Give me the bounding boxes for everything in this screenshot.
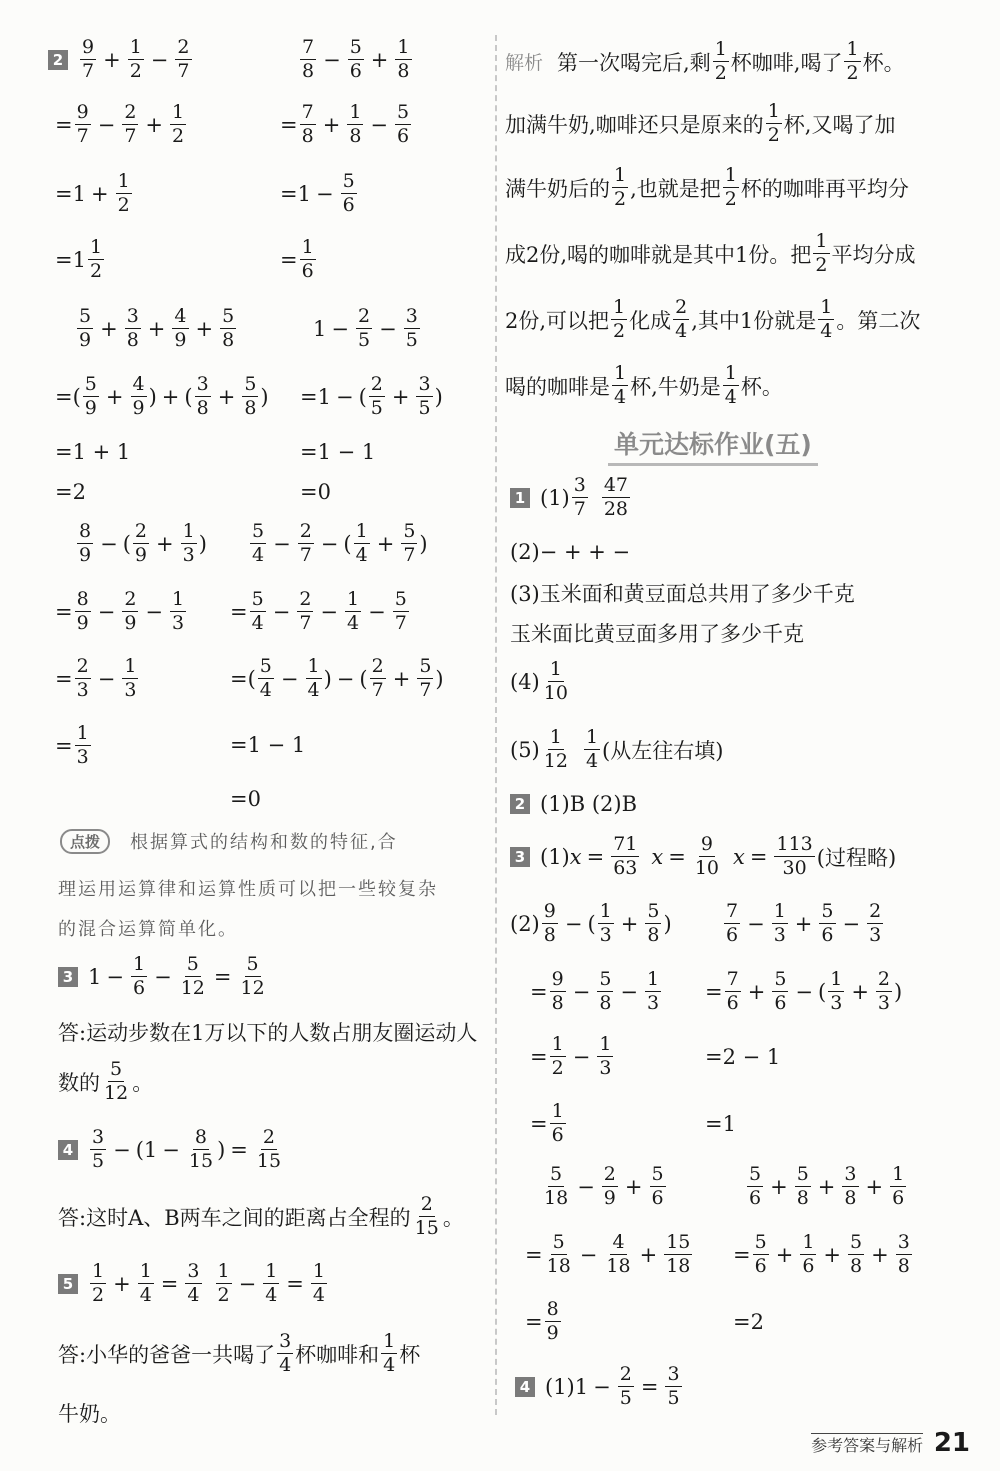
question-badge: 2 <box>510 794 530 814</box>
part-text: (过程略) <box>816 845 897 870</box>
part-text: (2)− + + − <box>510 540 631 564</box>
analysis-text: 。第二次 <box>836 308 921 333</box>
analysis-text: 杯。 <box>862 50 905 75</box>
tip-text: 的混合运算简单化。 <box>58 919 238 940</box>
question-badge: 5 <box>58 1274 78 1294</box>
part-text: 玉米面比黄豆面多用了多少千克 <box>510 622 804 646</box>
answer-text: 杯咖啡和 <box>295 1342 380 1367</box>
analysis-text: 杯的咖啡再平均分 <box>740 176 909 201</box>
analysis-text: ,也就是把 <box>630 176 721 201</box>
part-text: (1)B (2)B <box>540 792 638 816</box>
analysis-text: 杯。 <box>740 374 783 399</box>
analysis-text: 杯咖啡,喝了 <box>730 50 843 75</box>
page-footer <box>811 1428 970 1458</box>
analysis-text: 加满牛奶,咖啡还只是原来的 <box>505 112 764 137</box>
answer-text: 答:这时A、B两车之间的距离占全程的 <box>58 1205 411 1230</box>
analysis-label: 解析 <box>505 52 544 74</box>
part-text: (3)玉米面和黄豆面总共用了多少千克 <box>510 582 855 606</box>
column-divider <box>495 35 497 1415</box>
answer-text: 杯 <box>399 1342 421 1367</box>
question-badge: 1 <box>510 488 530 508</box>
answer-text: 牛奶。 <box>58 1402 121 1426</box>
analysis-text: 2份,可以把 <box>505 308 610 333</box>
question-badge: 3 <box>58 967 78 987</box>
analysis-text: 喝的咖啡是 <box>505 374 610 399</box>
answer-text: 数的 <box>58 1070 100 1095</box>
analysis-text: 满牛奶后的 <box>505 176 610 201</box>
part-label: (1) <box>540 844 570 869</box>
analysis-text: 平均分成 <box>831 242 916 267</box>
analysis-text: 杯,又喝了加 <box>783 112 896 137</box>
section-title: 单元达标作业(五) <box>608 425 818 466</box>
part-label: (1) <box>545 1374 575 1399</box>
footer-label: 参考答案与解析 <box>811 1433 923 1455</box>
analysis-text: 杯,牛奶是 <box>630 374 721 399</box>
tip-badge: 点拨 <box>60 829 110 854</box>
answer-text: 答:小华的爸爸一共喝了 <box>58 1342 276 1367</box>
question-badge: 4 <box>58 1140 78 1160</box>
part-text: (从左往右填) <box>602 738 724 763</box>
tip-text: 根据算式的结构和数的特征,合 <box>130 832 398 853</box>
part-label: (1) <box>540 485 570 510</box>
analysis-text: 第一次喝完后,剩 <box>557 50 711 75</box>
analysis-text: 化成 <box>629 308 672 333</box>
analysis-text: ,其中1份就是 <box>691 308 817 333</box>
part-label: (2) <box>510 911 540 936</box>
question-badge: 4 <box>515 1377 535 1397</box>
answer-text: 答:运动步数在1万以下的人数占朋友圈运动人 <box>58 1021 478 1045</box>
part-label: (4) <box>510 669 540 694</box>
page-number: 21 <box>933 1428 970 1458</box>
question-badge: 2 <box>48 50 68 70</box>
analysis-text: 成2份,喝的咖啡就是其中1份。把 <box>505 242 812 267</box>
question-badge: 3 <box>510 847 530 867</box>
tip-text: 理运用运算律和运算性质可以把一些较复杂 <box>58 879 438 900</box>
part-label: (5) <box>510 737 540 762</box>
